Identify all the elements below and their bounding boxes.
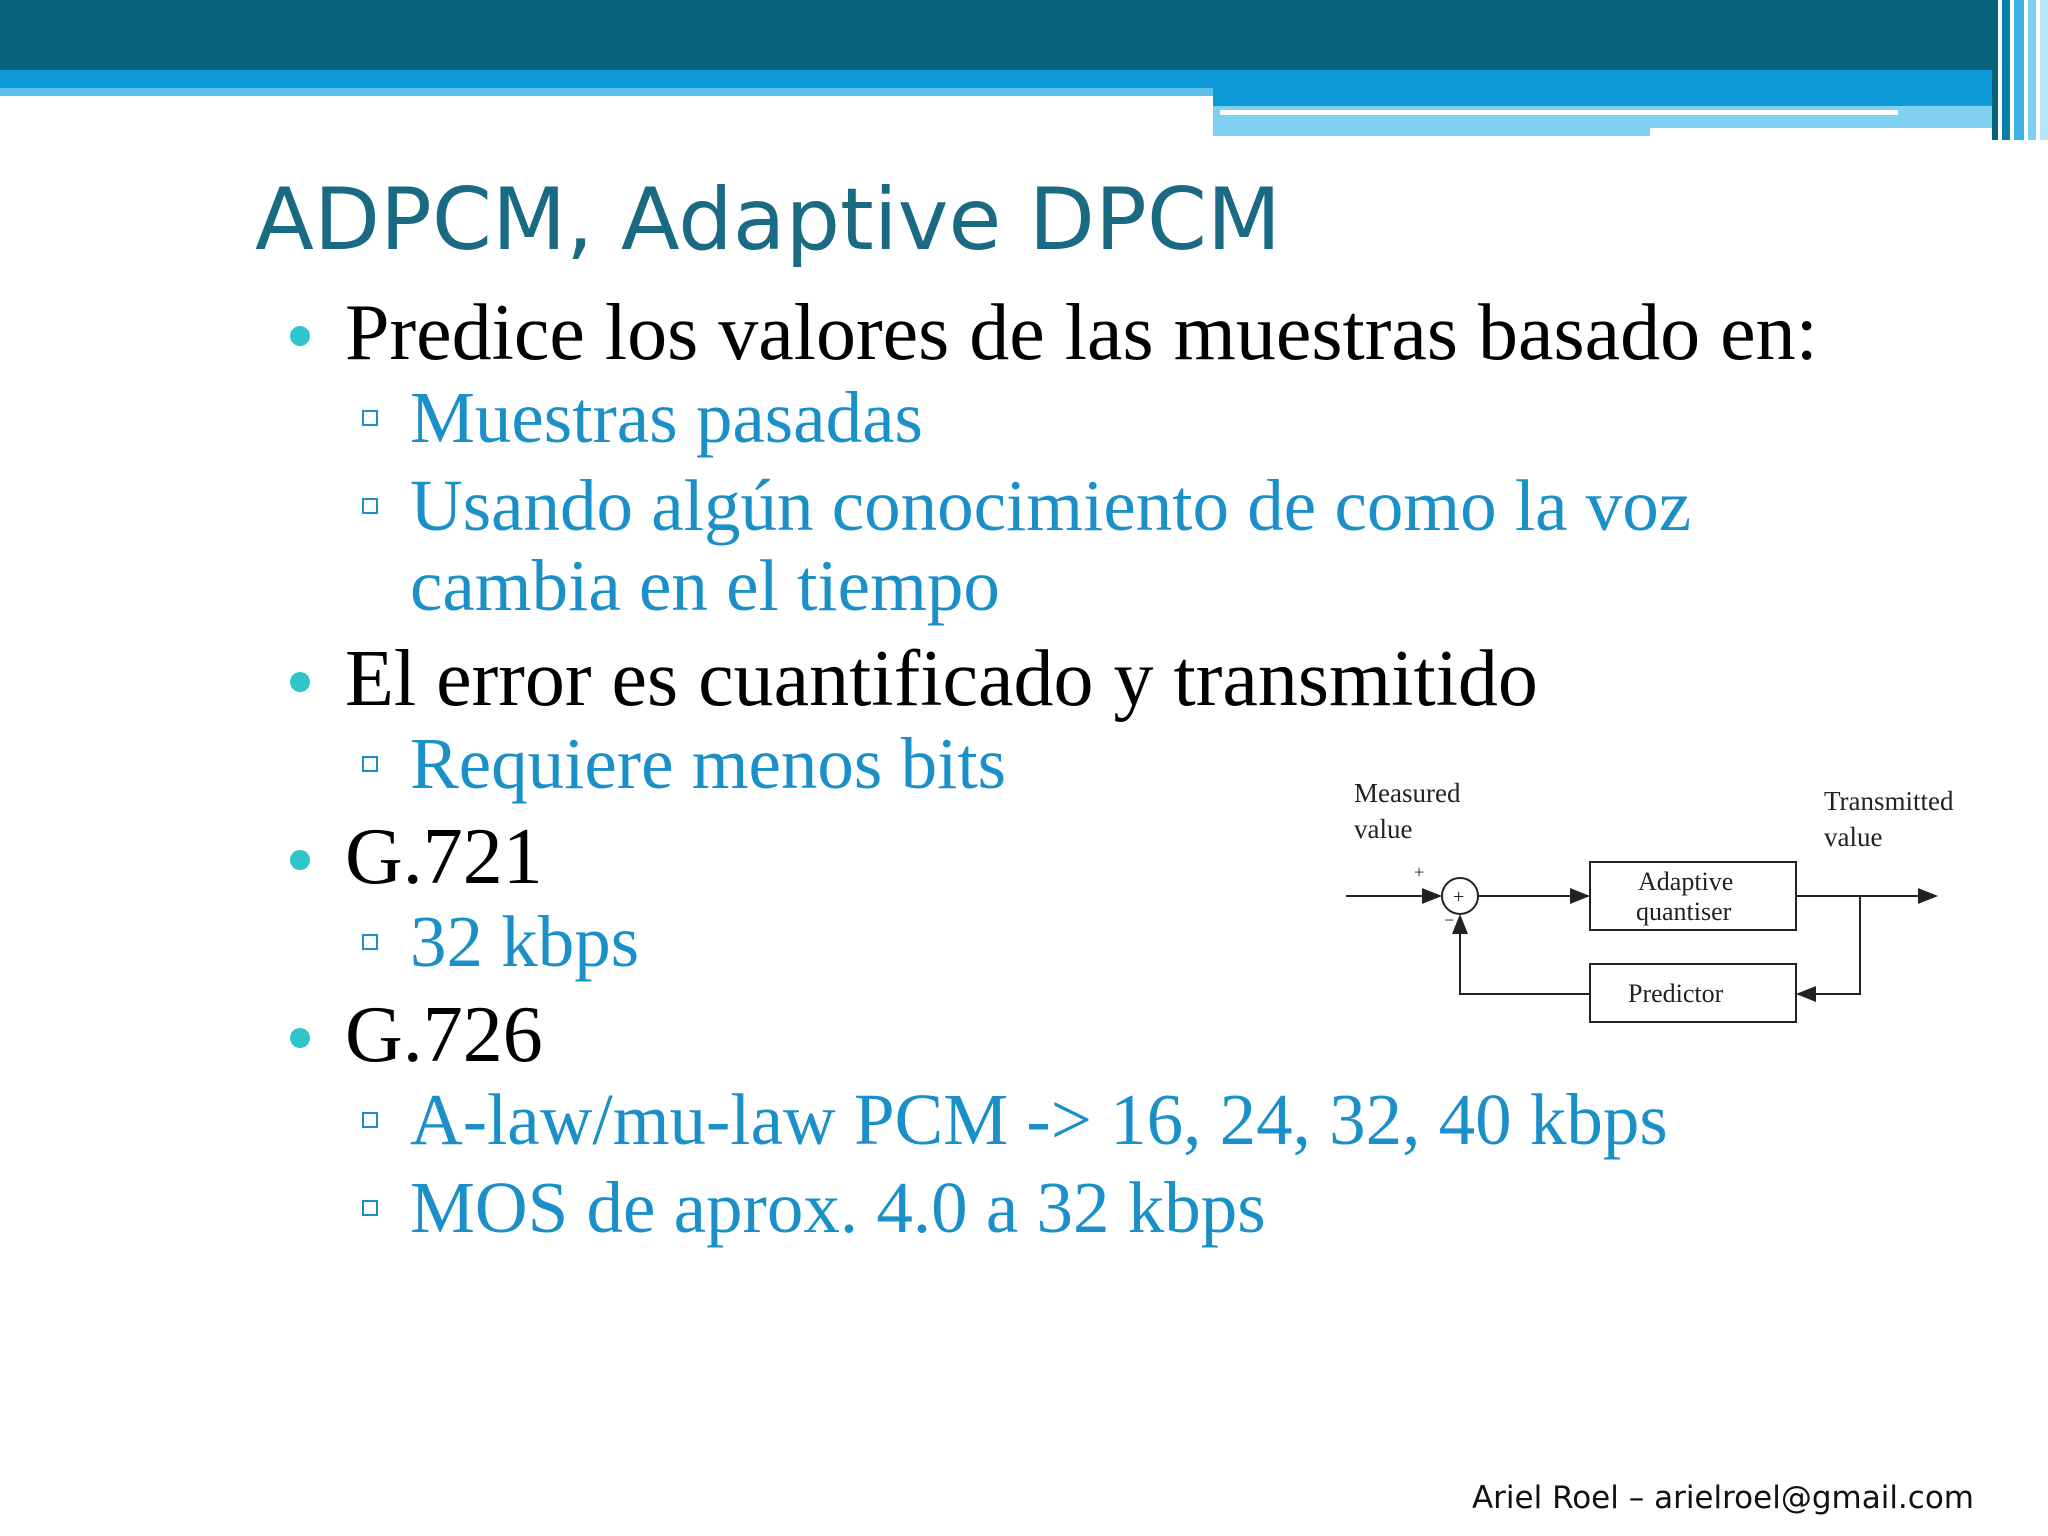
square-bullet-icon [362,934,378,950]
bullet-text: G.726 [345,991,543,1079]
square-bullet-icon [362,410,378,426]
bullet-dot-icon [290,850,310,870]
bullet-dot-icon [290,672,310,692]
output-label-2: value [1824,822,1883,852]
header-bar-light [0,88,1213,96]
sub-bullet-item [290,466,1910,626]
square-bullet-icon [362,498,378,514]
sub-bullet-item [290,1168,2010,1248]
bullet-text: Predice los valores de las muestras basado en: [345,289,1818,377]
sub-bullet-text: A-law/mu-law PCM -> 16, 24, 32, 40 kbps [410,1079,1668,1160]
header-bar-dark [0,0,1992,70]
header-bar-right [1213,70,1992,106]
square-bullet-icon [362,756,378,772]
predictor-to-sum-line [1460,916,1590,994]
bullet-text: El error es cuantificado y transmitido [345,635,1538,723]
sub-bullet-text: Usando algún conocimiento de como la voz cambia en el tiempo [410,465,1692,626]
sub-bullet-text: Requiere menos bits [410,723,1007,804]
plus-sign: + [1414,862,1425,882]
predictor-label: Predictor [1628,979,1724,1008]
quantiser-label-2: quantiser [1636,897,1732,926]
input-label-2: value [1354,814,1413,844]
quantiser-label: Adaptive [1638,867,1734,896]
square-bullet-icon [362,1112,378,1128]
bullet-item [290,288,2010,378]
output-label: Transmitted [1824,786,1954,816]
sub-bullet-item [290,1080,2010,1160]
slide-title: ADPCM, Adaptive DPCM [255,170,1282,270]
header-stripes [1992,0,2048,140]
bullet-dot-icon [290,1028,310,1048]
adpcm-block-diagram [1340,770,1960,1040]
bullet-item [290,634,2010,724]
summing-symbol: + [1453,886,1465,908]
input-label: Measured [1354,778,1461,808]
sub-bullet-text: 32 kbps [410,901,640,982]
header-line [1220,110,1898,115]
square-bullet-icon [362,1200,378,1216]
bullet-dot-icon [290,326,310,346]
bullet-text: G.721 [345,813,543,901]
sub-bullet-text: Muestras pasadas [410,377,923,458]
header-line-2 [1650,128,1992,136]
footer-author: Ariel Roel – arielroel@gmail.com [1471,1480,1974,1516]
sub-bullet-text: MOS de aprox. 4.0 a 32 kbps [410,1167,1266,1248]
minus-sign: − [1444,910,1455,930]
sub-bullet-item [290,378,2010,458]
feedback-line [1798,896,1860,994]
header-bar-blue [0,70,1213,88]
